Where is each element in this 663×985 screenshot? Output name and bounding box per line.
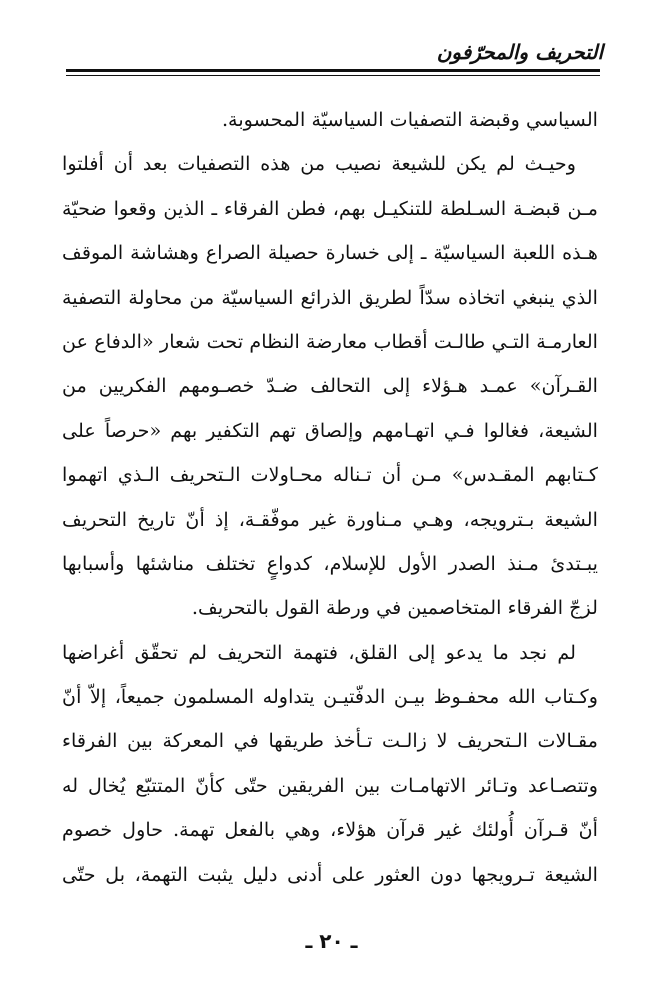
text-line: السياسي وقبضة التصفيات السياسيّة المحسوبة. xyxy=(221,108,598,131)
text-line: كـتابهم المقـدس» مـن أن تـناله محـاولات الـتحريف الـذي اتهموا xyxy=(62,463,598,487)
header-rule-thick xyxy=(66,69,600,72)
page-number: ـ ٢٠ ـ xyxy=(305,929,358,953)
text-line: وحيـث لم يكن للشيعة نصيب من هذه التصفيات بعد أن أفلتوا xyxy=(62,152,576,176)
text-line: وتتصـاعد وتـائر الاتهامـات بين الفريقين حتّى كأنّ المتتبّع يُخال له xyxy=(62,773,598,797)
text-line: الشيعة، فغالوا فـي اتهـامهم وإلصاق تهم التكفير بهم «حرصاً على xyxy=(62,418,598,442)
body-text xyxy=(62,98,598,897)
text-line: هـذه اللعبة السياسيّة ـ إلى خسارة حصيلة الصراع وهشاشة الموقف xyxy=(62,241,598,265)
text-line: الشيعة بـترويجه، وهـي مـناورة غير موفّقـة، إذ أنّ تاريخ التحريف xyxy=(62,507,598,531)
text-line: يبـتدئ مـنذ الصدر الأول للإسلام، كدواعٍ تختلف مناشئها وأسبابها xyxy=(62,551,598,575)
text-line: الذي ينبغي اتخاذه سدّاً لطريق الذرائع السياسيّة من محاولة التصفية xyxy=(62,285,598,309)
text-line: العارمـة التـي طالـت أقطاب معارضة النظام تحت شعار «الدفاع عن xyxy=(62,329,598,353)
text-line: مقـالات الـتحريف لا زالـت تـأخذ طريقها في المعركة بين الفرقاء xyxy=(62,729,598,753)
text-line: مـن قبضـة السـلطة للتنكيـل بهم، فطن الفرقاء ـ الذين وقعوا ضحيّة xyxy=(62,196,598,220)
text-line: لزجّ الفرقاء المتخاصمين في ورطة القول بالتحريف. xyxy=(191,596,598,620)
text-line: أنّ قـرآن أُولئك غير قرآن هؤلاء، وهي بالفعل تهمة. حاول خصوم xyxy=(62,818,598,842)
header-rule-thin xyxy=(66,75,600,76)
text-line: القـرآن» عمـد هـؤلاء إلى التحالف ضـدّ خصـومهم الفكريين من xyxy=(62,374,598,398)
text-line: لم نجد ما يدعو إلى القلق، فتهمة التحريف لم تحقّق أغراضها xyxy=(62,640,576,664)
running-header-title: التحريف والمحرّفون xyxy=(436,40,603,64)
text-line: وكـتاب الله محفـوظ بيـن الدفّتيـن يتداوله المسلمون جميعاً، إلاّ أنّ xyxy=(62,685,598,709)
text-line: الشيعة تـرويجها دون العثور على أدنى دليل يثبت التهمة، بل حتّى xyxy=(62,862,598,886)
